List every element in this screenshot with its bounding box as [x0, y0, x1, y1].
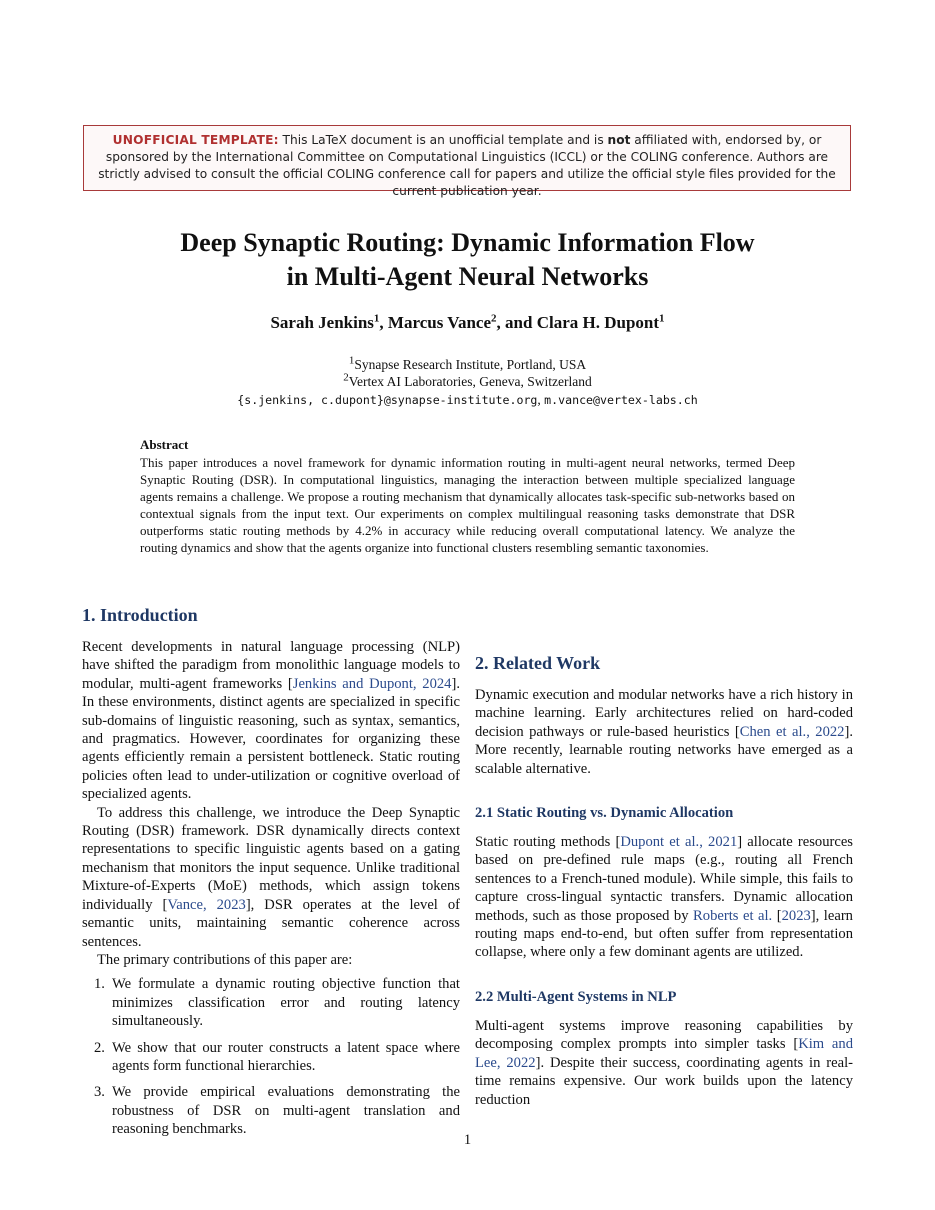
- list-item-text: We provide empirical evaluations demonstrating the robustness of DSR on multi-agent translation and reasoning benchmarks.: [112, 1084, 460, 1138]
- text-run: Static routing methods [: [475, 834, 621, 851]
- email-separator: ,: [537, 392, 545, 407]
- intro-paragraph-3: The primary contributions of this paper are:: [97, 951, 353, 968]
- author-affil-mark: 1: [659, 312, 665, 325]
- static-routing-paragraph: [475, 833, 853, 962]
- related-paragraph-1: [475, 686, 853, 778]
- citation-link[interactable]: Jenkins and Dupont, 2024: [292, 675, 452, 692]
- author-name: Sarah Jenkins: [270, 313, 374, 332]
- list-item-number: 2.: [94, 1039, 105, 1056]
- subsection-heading-static-routing: 2.1 Static Routing vs. Dynamic Allocation: [475, 805, 734, 822]
- text-run: [: [772, 907, 782, 924]
- author-name: Marcus Vance: [387, 313, 492, 332]
- text-run: ] allocate resources based on pre-defined rule maps (e.g., routing all French sentences to a French-tuned module). While simple, this fails to capture cross-lingual syntactic transfers. Dynamic allocation methods, such as those proposed by: [475, 834, 853, 924]
- author-separator: , and: [496, 313, 537, 332]
- text-run: ], learn routing maps end-to-end, but often suffer from representation collapse, where only a few dominant agents are utilized.: [475, 907, 853, 961]
- intro-paragraph-1: [82, 638, 460, 804]
- notice-bold: not: [607, 133, 631, 147]
- citation-link[interactable]: Kim and Lee, 2022: [475, 1036, 853, 1071]
- section-heading-introduction: 1. Introduction: [82, 605, 198, 625]
- text-run: ], DSR operates at the level of semantic units, maintaining semantic coherence across sentences.: [82, 896, 460, 950]
- affiliation-1: [60, 356, 875, 373]
- text-run: Dynamic execution and modular networks have a rich history in machine learning. Early architectures relied on hard-coded decision pathways or rule-based heuristics [: [475, 687, 853, 740]
- list-item-text: We formulate a dynamic routing objective function that minimizes classification error and routing latency simultaneously.: [112, 976, 460, 1030]
- abstract-heading: Abstract: [140, 437, 189, 452]
- citation-link[interactable]: Dupont et al., 2021: [620, 834, 738, 851]
- subsection-heading-multi-agent: 2.2 Multi-Agent Systems in NLP: [475, 988, 677, 1005]
- citation-link[interactable]: Roberts et al.: [693, 907, 773, 924]
- right-column: [475, 603, 853, 1109]
- affiliation-2: [60, 373, 875, 390]
- text-run: ]. In these environments, distinct agents are specialized in specific sub-domains of linguistic reasoning, such as syntax, semantics, and pragmatics. However, coordinates for organizing these agents efficiently remain a persistent bottleneck. Static routing policies often lead to under-utilization or cognitive overload of specialized agents.: [82, 675, 460, 803]
- affiliation-text: Synapse Research Institute, Portland, USA: [354, 357, 587, 372]
- list-item-text: We show that our router constructs a latent space where agents form functional hierarchies.: [112, 1039, 460, 1074]
- affiliation-text: Vertex AI Laboratories, Geneva, Switzerland: [348, 374, 592, 389]
- list-item: [82, 1039, 460, 1076]
- page-number: 1: [463, 1132, 472, 1148]
- left-column: [82, 603, 460, 1147]
- text-run: Multi-agent systems improve reasoning capabilities by decomposing complex prompts into simpler tasks [: [475, 1017, 853, 1053]
- affiliation-mark: 1: [348, 354, 355, 367]
- paper-title: [60, 226, 875, 294]
- abstract-text: This paper introduces a novel framework for dynamic information routing in multi-agent neural networks, termed Deep Synaptic Routing (DSR). In computational linguistics, managing the interaction between multiple specialized language agents remains a challenge. We propose a routing mechanism that dynamically allocates task-specific sub-networks based on contextual signals from the input text. Our experiments on complex multilingual reasoning tasks demonstrate that DSR outperforms static routing methods by 4.2% in accuracy while reducing overall computational latency. We analyze the routing dynamics and show that the agents organize into functional clusters resembling semantic taxonomies.: [140, 455, 795, 555]
- title-line-2: in Multi-Agent Neural Networks: [286, 262, 649, 291]
- author-name: Clara H. Dupont: [536, 313, 660, 332]
- citation-link[interactable]: Vance, 2023: [167, 896, 246, 913]
- list-item-number: 1.: [94, 976, 105, 993]
- contributions-list: [82, 975, 460, 1138]
- email-single: m.vance@vertex-labs.ch: [544, 393, 698, 407]
- author-affil-mark: 1: [373, 312, 380, 325]
- author-list: [60, 311, 875, 335]
- affiliation-mark: 2: [343, 371, 349, 384]
- notice-text-a: This LaTeX document is an unofficial template and is: [278, 133, 608, 147]
- citation-link[interactable]: Chen et al., 2022: [739, 723, 845, 740]
- intro-paragraph-2: [82, 804, 460, 951]
- text-run: Recent developments in natural language processing (NLP) have shifted the paradigm from monolithic language models to modular, multi-agent frameworks [: [82, 639, 460, 692]
- notice-label: UNOFFICIAL TEMPLATE:: [112, 133, 279, 147]
- unofficial-template-notice: [83, 125, 851, 198]
- multi-agent-paragraph: [475, 1017, 853, 1109]
- citation-link[interactable]: 2023: [781, 907, 811, 924]
- email-group: {s.jenkins, c.dupont}@synapse-institute.org: [237, 393, 538, 407]
- section-heading-related-work: 2. Related Work: [475, 653, 601, 673]
- text-run: ]. Despite their success, coordinating agents in real-time remains expensive. Our work builds upon the latency reduction: [475, 1054, 853, 1108]
- notice-text-b: affiliated with, endorsed by, or sponsored by the International Committee on Computational Linguistics (ICCL) or the COLING conference. Authors are strictly advised to consult the official COLING conference call for papers and utilize the official style files provided for the current publication year.: [98, 133, 836, 198]
- title-line-1: Deep Synaptic Routing: Dynamic Information Flow: [180, 228, 755, 257]
- author-separator: ,: [379, 313, 388, 332]
- list-item: [82, 1083, 460, 1138]
- text-run: ]. More recently, learnable routing networks have emerged as a scalable alternative.: [475, 723, 853, 777]
- abstract: [140, 436, 795, 556]
- author-emails: [60, 391, 875, 409]
- list-item: [82, 975, 460, 1030]
- list-item-number: 3.: [94, 1084, 105, 1101]
- text-run: To address this challenge, we introduce the Deep Synaptic Routing (DSR) framework. DSR dynamically directs context representations to specific linguistic agents based on a gating mechanism that monitors the input sequence. Unlike traditional Mixture-of-Experts (MoE) methods, which assign tokens individually [: [82, 804, 460, 913]
- author-affil-mark: 2: [491, 312, 497, 325]
